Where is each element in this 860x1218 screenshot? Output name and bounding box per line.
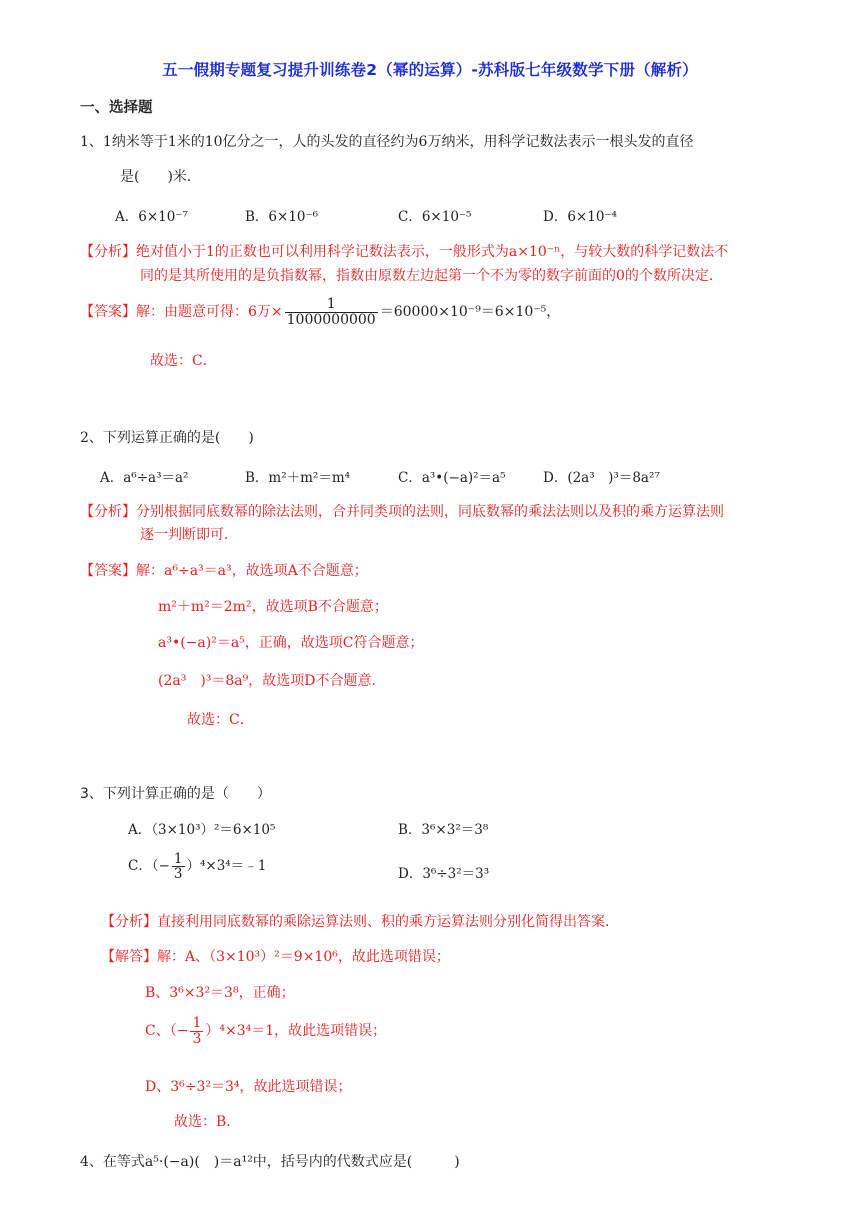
- q2-analysis-line2: 逐一判断即可．: [140, 527, 238, 543]
- fraction: [172, 852, 185, 881]
- q1-option-c: C．6×10⁻⁵: [398, 209, 472, 225]
- fraction-numerator: 1: [192, 1015, 202, 1031]
- q3-answer-line-b: B、3⁶×3²＝3⁸，正确；: [145, 985, 295, 1001]
- q3-analysis: [101, 911, 619, 931]
- q1-answer-line: [80, 297, 560, 327]
- q2-answer-line1: [80, 560, 368, 580]
- q1-stem-line2: 是( )米．: [120, 169, 201, 185]
- analysis-text: 直接利用同底数幂的乘除运算法则、积的乘方运算法则分别化简得出答案．: [157, 914, 619, 930]
- q1-analysis-line2: 同的是其所使用的是负指数幂，指数由原数左边起第一个不为零的数字前面的0的个数所决定．: [140, 268, 723, 284]
- analysis-tag: 【分析】: [80, 504, 136, 520]
- analysis-text: 分别根据同底数幂的除法法则，合并同类项的法则，同底数幂的乘法法则以及积的乘方运算法则: [136, 504, 724, 520]
- analysis-tag: 【分析】: [101, 914, 157, 930]
- q3-answer-line-c: [145, 1016, 386, 1046]
- q2-answer-line4: (2a³ )³＝8a⁹，故选项D不合题意．: [158, 673, 386, 689]
- q1-stem-line1: 1、1纳米等于1米的10亿分之一，人的头发的直径约为6万纳米，用科学记数法表示一根头发的直径: [80, 134, 694, 150]
- answer-result: ＝60000×10⁻⁹＝6×10⁻⁵，: [379, 304, 561, 321]
- answer-tag: 【答案】: [80, 304, 136, 321]
- analysis-text: 绝对值小于1的正数也可以利用科学记数法表示，一般形式为a×10⁻ⁿ，与较大数的科学记数法不: [136, 244, 729, 260]
- q2-option-d: D．(2a³ )³＝8a²⁷: [543, 470, 660, 486]
- q3-answer-line-a: [101, 946, 450, 966]
- fraction-denominator: 3: [173, 866, 183, 883]
- answer-text: 解：A、（3×10³）²＝9×10⁶，故此选项错误；: [157, 949, 450, 965]
- q1-option-d: D．6×10⁻⁴: [543, 209, 617, 225]
- q2-option-c: C．a³•(−a)²＝a⁵: [398, 470, 506, 486]
- q1-analysis-line1: [80, 241, 728, 261]
- q3-option-b: B．3⁶×3²＝3⁸: [398, 822, 489, 838]
- q3-option-a: A．（3×10³）²＝6×10⁵: [128, 822, 276, 838]
- q3-answer-line-d: D、3⁶÷3²＝3⁴，故此选项错误；: [145, 1079, 352, 1095]
- fraction-numerator: 1: [285, 297, 378, 313]
- answer-text: 解：由题意可得：6万×: [136, 304, 283, 321]
- q3-option-d: D．3⁶÷3²＝3³: [398, 866, 490, 882]
- option-c-suffix: ）⁴×3⁴＝﹣1: [186, 858, 267, 875]
- q2-stem: 2、下列运算正确的是( ): [80, 430, 254, 446]
- fraction-denominator: 1000000000: [286, 311, 376, 328]
- q1-option-a: A．6×10⁻⁷: [115, 209, 188, 225]
- q2-answer-line2: m²＋m²＝2m²，故选项B不合题意；: [158, 599, 388, 615]
- q2-option-b: B．m²＋m²＝m⁴: [245, 470, 351, 486]
- fraction-denominator: 3: [192, 1030, 202, 1047]
- fraction: [190, 1016, 203, 1046]
- answer-tag: 【答案】: [80, 563, 136, 579]
- q3-choose: 故选：B．: [174, 1114, 241, 1130]
- q1-choose: 故选：C．: [150, 353, 217, 369]
- option-c-prefix: C．（−: [128, 858, 170, 875]
- answer-tag: 【解答】: [101, 949, 157, 965]
- line-c-prefix: C、（−: [145, 1023, 189, 1040]
- q4-stem: 4、在等式a⁵·(−a)( )＝a¹²中，括号内的代数式应是( ): [80, 1154, 460, 1170]
- section-heading: 一、选择题: [80, 100, 153, 116]
- q3-option-c: [128, 852, 266, 881]
- q2-choose: 故选：C．: [187, 712, 254, 728]
- q2-answer-line3: a³•(−a)²＝a⁵，正确，故选项C符合题意；: [158, 635, 424, 651]
- fraction: [285, 297, 378, 327]
- q2-option-a: A．a⁶÷a³＝a²: [100, 470, 189, 486]
- line-c-suffix: ）⁴×3⁴＝1，故此选项错误；: [205, 1023, 387, 1040]
- q2-analysis-line1: [80, 501, 724, 521]
- q3-stem: 3、下列计算正确的是（ ）: [80, 786, 271, 802]
- page-title: 五一假期专题复习提升训练卷2（幂的运算）-苏科版七年级数学下册（解析）: [162, 61, 698, 79]
- answer-text: 解：a⁶÷a³＝a³，故选项A不合题意；: [136, 563, 368, 579]
- q1-option-b: B．6×10⁻⁶: [245, 209, 319, 225]
- analysis-tag: 【分析】: [80, 244, 136, 260]
- fraction-numerator: 1: [173, 851, 183, 867]
